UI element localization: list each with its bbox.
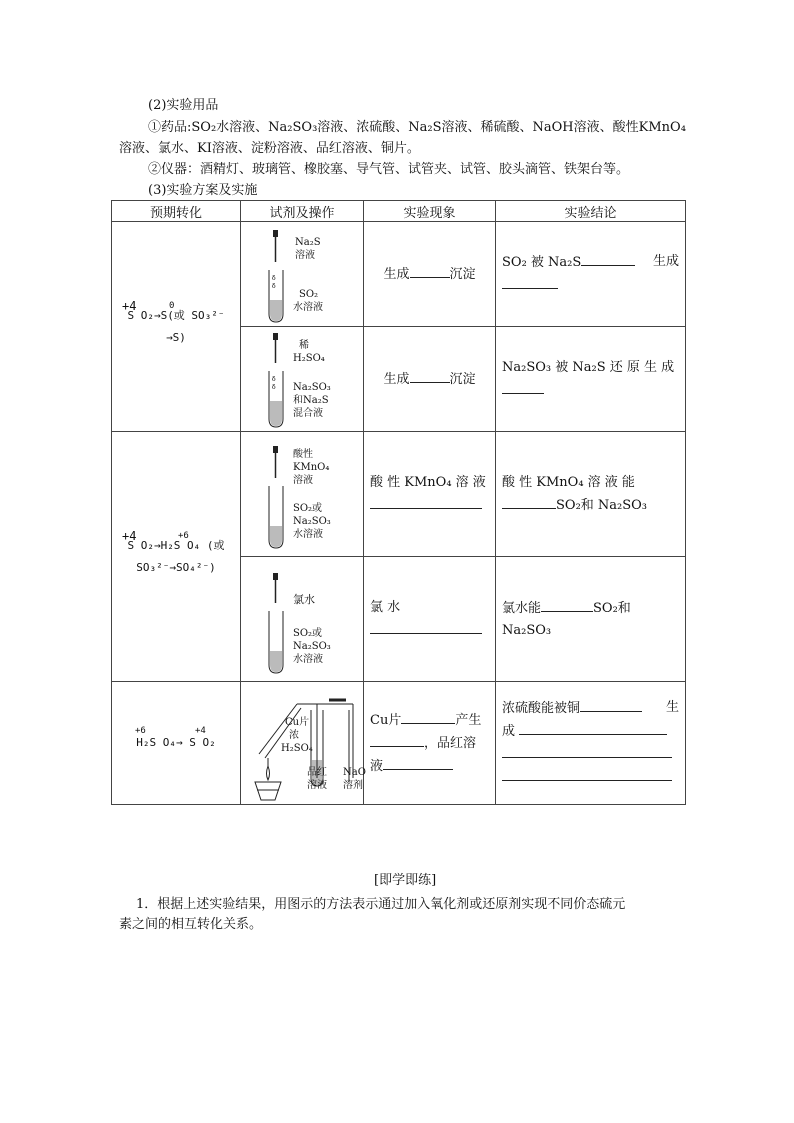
reagent-cell-3 xyxy=(241,432,364,557)
answer-blank[interactable] xyxy=(502,494,556,509)
header-reagent: 试剂及操作 xyxy=(241,201,364,222)
drugs-list-1: SO₂水溶液、Na₂SO₃溶液、浓硫酸、Na₂S溶液、稀硫酸、NaOH溶液、酸性KMnO₄ xyxy=(191,120,686,135)
answer-blank[interactable] xyxy=(502,743,672,758)
apparatus-label-naoh: NaO xyxy=(343,767,366,778)
answer-blank[interactable] xyxy=(383,755,453,770)
header-conclusion: 实验结论 xyxy=(496,201,686,222)
phenomenon-cell-1: 生成 沉淀 xyxy=(364,222,496,327)
answer-blank[interactable] xyxy=(519,720,667,735)
conclusion-cell-1: SO₂ 被 Na₂S 生成 xyxy=(496,222,686,327)
answer-blank[interactable] xyxy=(502,766,672,781)
answer-blank[interactable] xyxy=(401,709,455,724)
reagent-cell-2 xyxy=(241,327,364,432)
practice-question-line-1: 1．根据上述实验结果，用图示的方法表示通过加入氧化剂或还原剂实现不同价态硫元 xyxy=(136,897,626,912)
section-items: (2)实验用品 xyxy=(148,98,219,113)
conversion-text-2a: S O₂→H₂S O₄ (或 xyxy=(127,538,225,552)
charge-plus6: +6 xyxy=(178,530,189,541)
conclusion-cell-5: 浓硫酸能被铜 生 成 xyxy=(496,682,686,805)
header-phenomenon: 实验现象 xyxy=(364,201,496,222)
answer-blank[interactable] xyxy=(370,619,482,634)
reagent-top: 酸性 KMnO₄ 溶液 xyxy=(293,449,330,486)
reagent-top: 氯水 xyxy=(293,593,315,606)
practice-title: [即学即练] xyxy=(374,873,437,888)
answer-blank[interactable] xyxy=(370,494,482,509)
charge-plus4: +4 xyxy=(195,726,206,736)
table-header-row xyxy=(112,201,686,222)
conversion-text-1b: →S) xyxy=(166,330,186,344)
table-row xyxy=(112,682,686,805)
reagent-bottom: SO₂或 Na₂SO₃ 水溶液 xyxy=(293,628,331,665)
reagent-bottom: SO₂ 水溶液 xyxy=(293,289,323,313)
apparatus-label-solution-2: 溶剂 xyxy=(343,780,363,791)
reagent-cell-1 xyxy=(241,222,364,327)
phenomenon-cell-5: Cu片 产生 ，品红溶 液 xyxy=(364,682,496,805)
conversion-cell-1 xyxy=(112,222,241,432)
conversion-text-3: H₂S O₄→ S O₂ xyxy=(136,736,216,749)
table-row xyxy=(112,432,686,557)
conclusion-cell-2: Na₂SO₃ 被 Na₂S 还 原 生 成 xyxy=(496,327,686,432)
charge-plus4: +4 xyxy=(122,528,137,543)
reagent-cell-5 xyxy=(241,682,364,805)
conversion-text-2b: SO₃²⁻→SO₄²⁻) xyxy=(136,560,216,574)
drugs-line-2: 溶液、氯水、KI溶液、淀粉溶液、品红溶液、铜片。 xyxy=(119,141,420,156)
answer-blank[interactable] xyxy=(581,251,635,266)
answer-blank[interactable] xyxy=(541,597,593,612)
conclusion-cell-3: 酸 性 KMnO₄ 溶 液 能 SO₂和 Na₂SO₃ xyxy=(496,432,686,557)
conclusion-cell-4: 氯水能 SO₂和 Na₂SO₃ xyxy=(496,557,686,682)
apparatus-label-conc: 浓 xyxy=(289,730,299,741)
reagent-top: Na₂S 溶液 xyxy=(295,237,321,261)
conversion-text-1a: S O₂→S(或 SO₃²⁻ xyxy=(127,308,225,322)
reagent-bottom: Na₂SO₃ 和Na₂S 混合液 xyxy=(293,382,331,419)
apparatus-label-acid: H₂SO₄ xyxy=(281,743,313,754)
instruments-line: ②仪器：酒精灯、玻璃管、橡胶塞、导气管、试管夹、试管、胶头滴管、铁架台等。 xyxy=(148,162,630,177)
practice-question-line-2: 素之间的相互转化关系。 xyxy=(119,917,263,932)
experiment-table xyxy=(111,200,686,805)
apparatus-label-cu: Cu片 xyxy=(285,717,310,728)
reagent-cell-4 xyxy=(241,557,364,682)
phenomenon-cell-2: 生成 沉淀 xyxy=(364,327,496,432)
charge-plus6: +6 xyxy=(135,726,146,736)
conversion-cell-2 xyxy=(112,432,241,682)
drugs-line-1 xyxy=(148,119,686,137)
answer-blank[interactable] xyxy=(502,379,544,394)
svg-text:δ: δ xyxy=(272,384,276,391)
svg-text:δ: δ xyxy=(272,376,276,383)
reagent-top: 稀 H₂SO₄ xyxy=(293,340,325,364)
conversion-cell-3 xyxy=(112,682,241,805)
section-plan: (3)实验方案及实施 xyxy=(148,183,258,198)
answer-blank[interactable] xyxy=(410,368,450,383)
charge-plus4: +4 xyxy=(122,298,137,313)
table-row xyxy=(112,222,686,327)
apparatus-label-solution: 溶液 xyxy=(307,780,327,791)
apparatus-label-fuchsin: 品红 xyxy=(307,767,327,778)
answer-blank[interactable] xyxy=(580,697,642,712)
svg-text:δ: δ xyxy=(272,275,276,282)
answer-blank[interactable] xyxy=(410,263,450,278)
phenomenon-cell-4: 氯 水 xyxy=(364,557,496,682)
charge-zero: 0 xyxy=(169,300,175,311)
answer-blank[interactable] xyxy=(370,732,424,747)
header-expected: 预期转化 xyxy=(112,201,241,222)
svg-text:δ: δ xyxy=(272,283,276,290)
drugs-prefix: ①药品: xyxy=(148,120,192,135)
phenomenon-cell-3: 酸 性 KMnO₄ 溶 液 xyxy=(364,432,496,557)
answer-blank[interactable] xyxy=(502,274,558,289)
reagent-bottom: SO₂或 Na₂SO₃ 水溶液 xyxy=(293,503,331,540)
